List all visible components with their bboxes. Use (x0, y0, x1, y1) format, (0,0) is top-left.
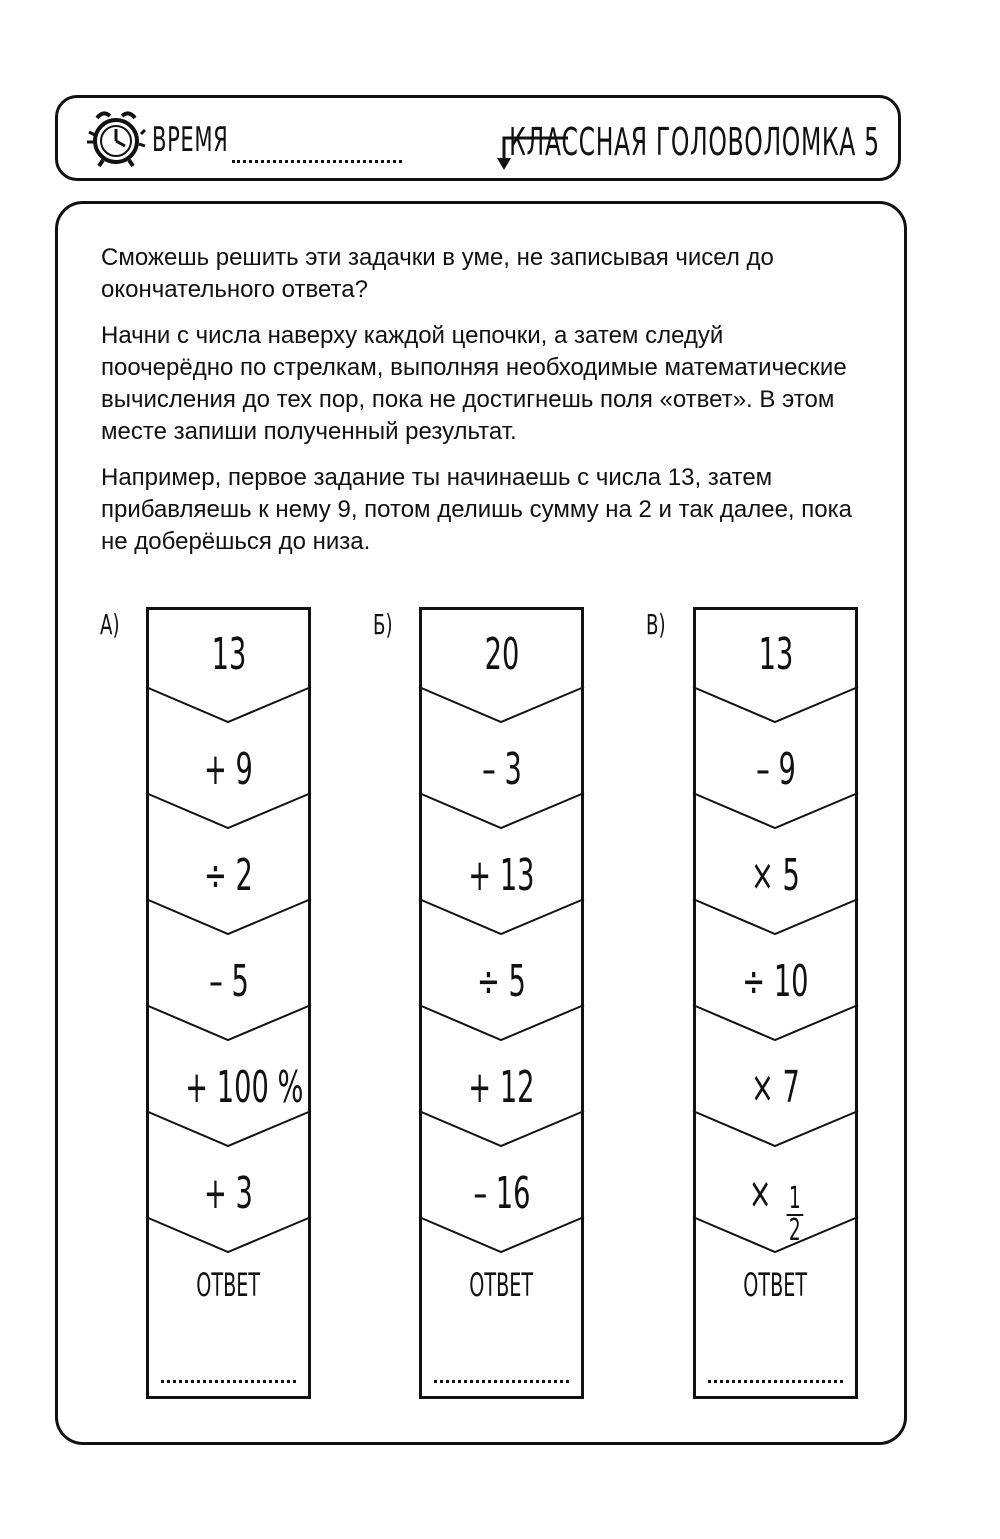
chain-label-c: В) (646, 608, 666, 641)
chain-step: ÷ 10 (742, 956, 809, 1007)
chain-start-value: 20 (484, 629, 519, 680)
fraction-numerator: 1 (786, 1184, 803, 1216)
chain-step: × 7 (751, 1062, 800, 1113)
chain-step: – 5 (208, 956, 249, 1007)
answer-label: ОТВЕТ (469, 1266, 534, 1304)
chain-step: + 9 (204, 744, 253, 795)
chain-start-value: 13 (211, 629, 246, 680)
chain-a (146, 607, 311, 1399)
intro-paragraph-2: Начни с числа наверху каждой цепочки, а затем следуй поочерёдно по стрелкам, выполняя необходимые математические вычисления до тех пор, пока не достигнешь поля «ответ». В этом месте запиши полученный результат. (101, 322, 847, 445)
answer-input-line[interactable] (708, 1378, 843, 1383)
intro-paragraph-1: Сможешь решить эти задачки в уме, не записывая чисел до окончательного ответа? (101, 244, 774, 303)
chain-step: – 3 (481, 744, 522, 795)
instructions (101, 242, 861, 572)
answer-label: ОТВЕТ (743, 1266, 808, 1304)
fraction-denominator: 2 (788, 1213, 801, 1248)
chain-step: + 100 % (185, 1062, 304, 1113)
chain-step (696, 1164, 855, 1248)
chain-start-value: 13 (758, 629, 793, 680)
fraction (786, 1181, 803, 1248)
chain-step: ÷ 2 (204, 850, 253, 901)
chain-step: × 5 (751, 850, 800, 901)
chain-step: ÷ 5 (477, 956, 526, 1007)
answer-input-line[interactable] (161, 1378, 296, 1383)
puzzle-title: КЛАССНАЯ ГОЛОВОЛОМКА 5 (509, 120, 880, 164)
chain-step: + 13 (468, 850, 535, 901)
alarm-clock-icon (83, 104, 149, 170)
chain-c (693, 607, 858, 1399)
chain-label-a: А) (100, 608, 120, 641)
chain-b (419, 607, 584, 1399)
answer-label: ОТВЕТ (196, 1266, 261, 1304)
time-input-line[interactable] (232, 156, 402, 163)
multiply-sign: × (748, 1168, 772, 1219)
chain-step: + 12 (468, 1062, 535, 1113)
chain-step: – 16 (472, 1168, 531, 1219)
intro-paragraph-3: Например, первое задание ты начинаешь с числа 13, затем прибавляешь к нему 9, потом делишь сумму на 2 и так далее, пока не доберёшься до низа. (101, 464, 852, 555)
chain-step: + 3 (204, 1168, 253, 1219)
chain-step: – 9 (755, 744, 796, 795)
chain-label-b: Б) (373, 608, 393, 641)
time-label: ВРЕМЯ (152, 120, 229, 160)
answer-input-line[interactable] (434, 1378, 569, 1383)
